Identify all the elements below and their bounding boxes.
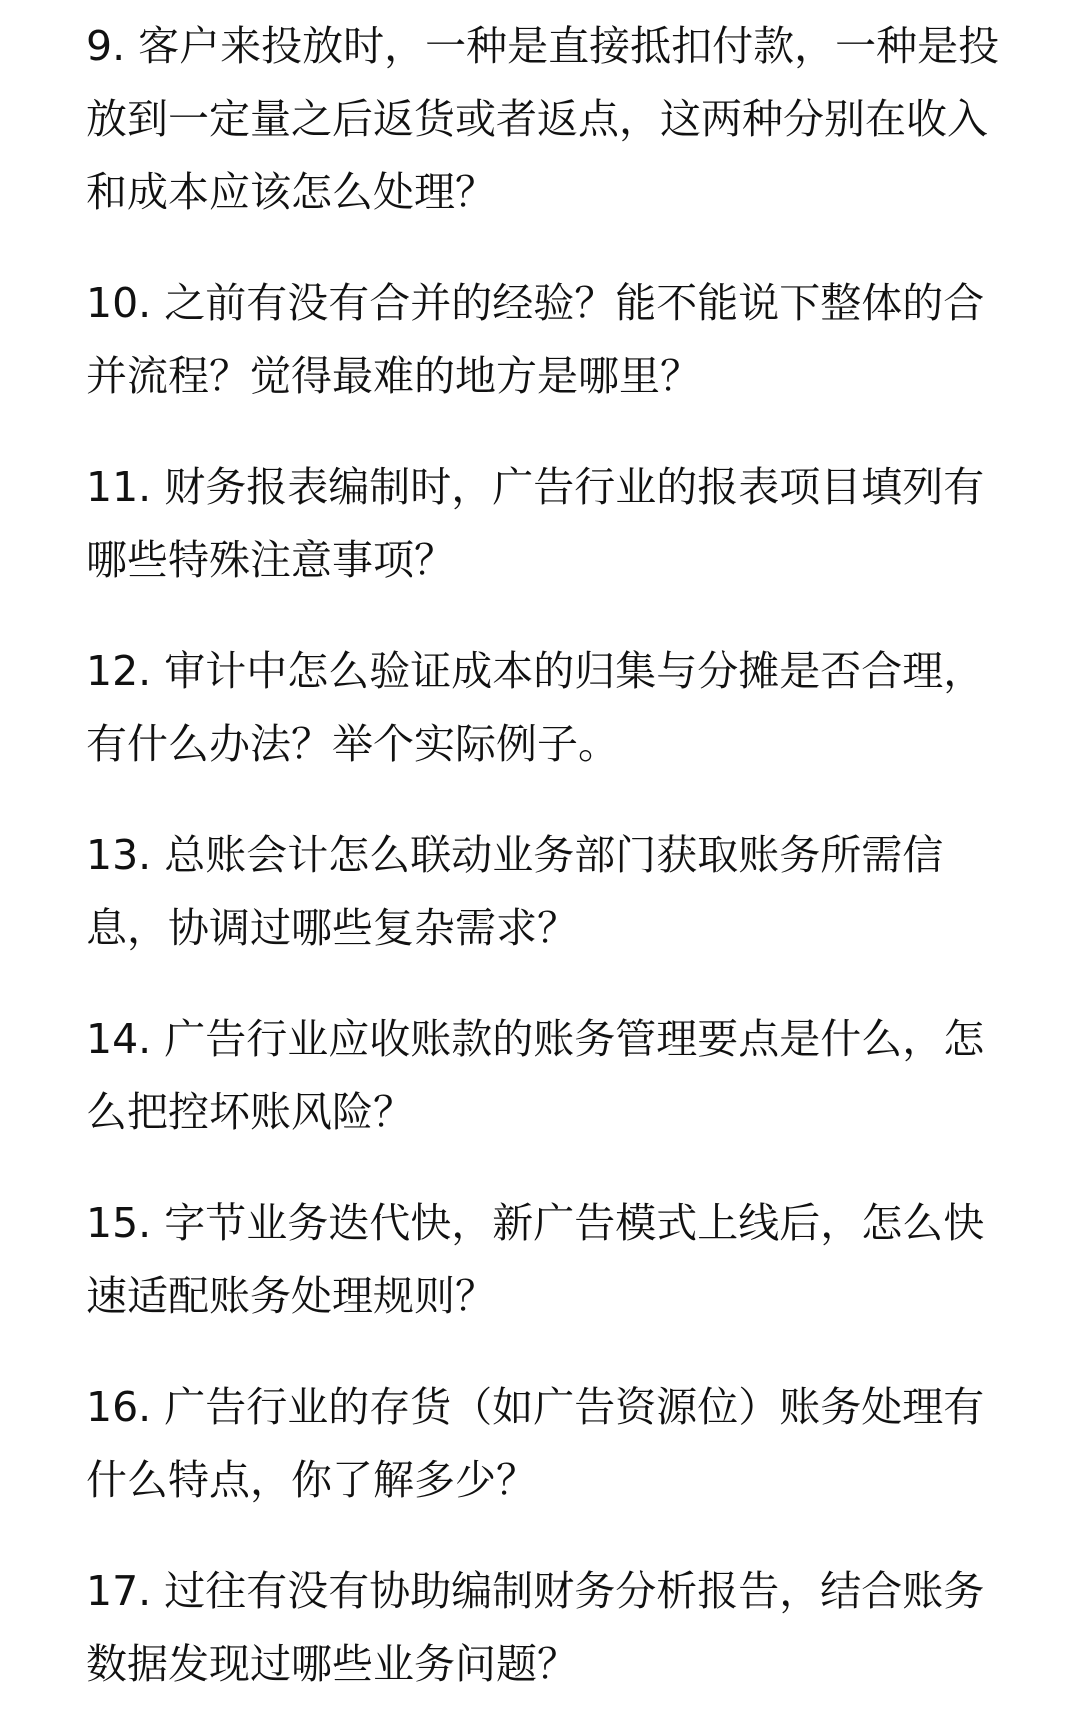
question-15: 15. 字节业务迭代快，新广告模式上线后，怎么快速适配账务处理规则？ — [86, 1199, 985, 1320]
question-17: 17. 过往有没有协助编制财务分析报告，结合账务数据发现过哪些业务问题？ — [86, 1567, 985, 1688]
question-12: 12. 审计中怎么验证成本的归集与分摊是否合理，有什么办法？举个实际例子。 — [86, 647, 985, 768]
question-9: 9. 客户来投放时，一种是直接抵扣付款，一种是投放到一定量之后返货或者返点，这两种分别在收入和成本应该怎么处理？ — [86, 22, 1000, 216]
question-14: 14. 广告行业应收账款的账务管理要点是什么，怎么把控坏账风险？ — [86, 1015, 985, 1136]
question-16: 16. 广告行业的存货（如广告资源位）账务处理有什么特点，你了解多少？ — [86, 1383, 985, 1504]
question-11: 11. 财务报表编制时，广告行业的报表项目填列有哪些特殊注意事项？ — [86, 463, 985, 584]
question-13: 13. 总账会计怎么联动业务部门获取账务所需信息，协调过哪些复杂需求？ — [86, 831, 944, 952]
question-10: 10. 之前有没有合并的经验？能不能说下整体的合并流程？觉得最难的地方是哪里？ — [86, 279, 985, 400]
